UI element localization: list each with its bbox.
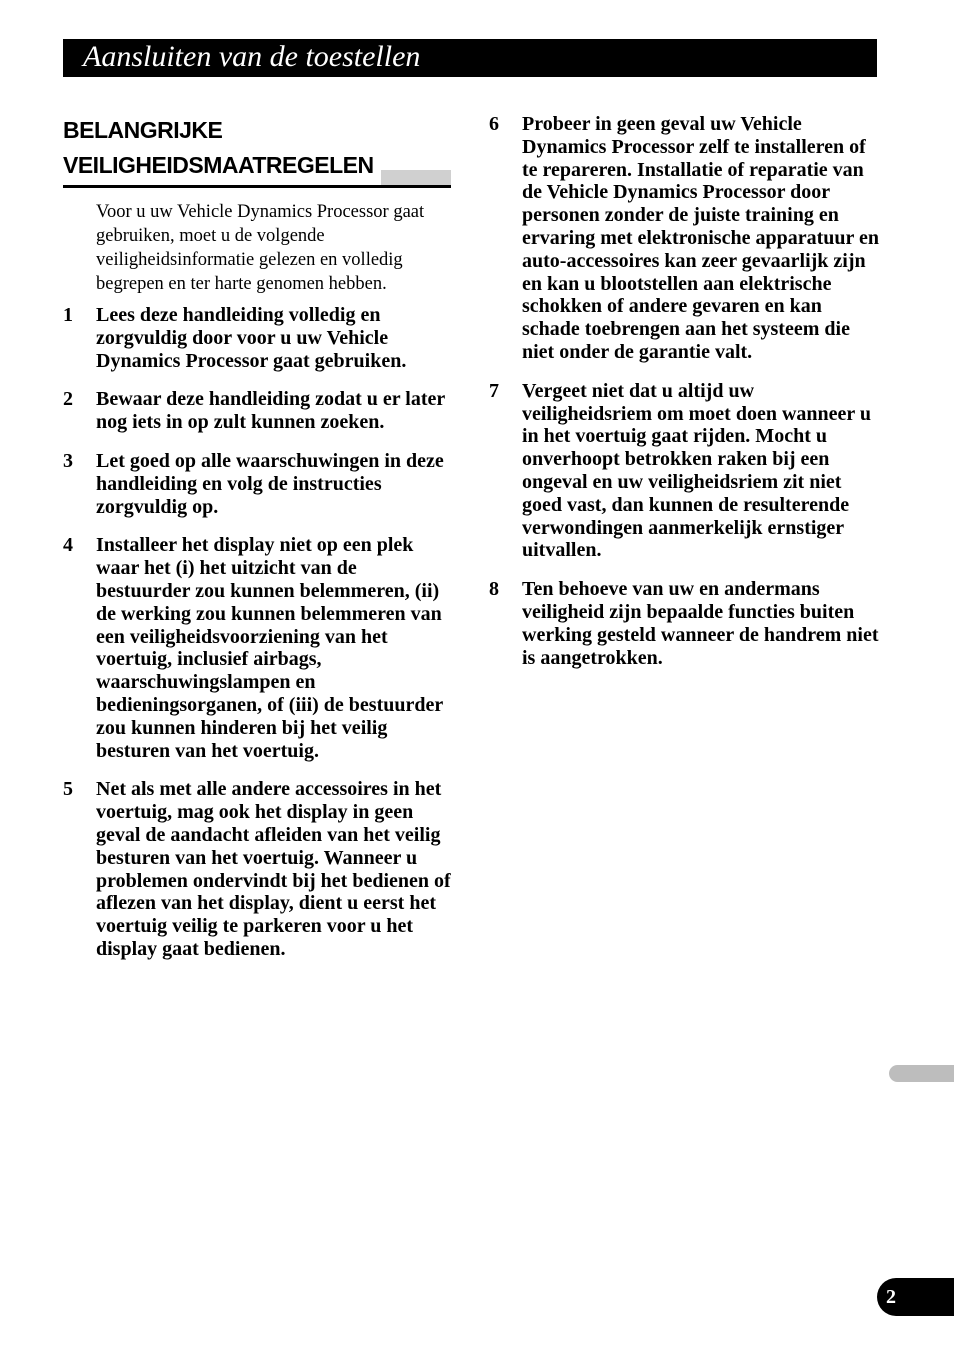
page-number-tab: [877, 1278, 954, 1316]
left-column: [63, 113, 455, 961]
section-heading: [63, 113, 451, 188]
intro-paragraph: Voor u uw Vehicle Dynamics Processor gaat gebruiken, moet u de volgende veiligheidsinformatie gelezen en volledig begrepen en ter harte genomen hebben.: [96, 202, 425, 294]
item-text: Let goed op alle waarschuwingen in deze handleiding en volg de instructies zorgvuldig op.: [96, 449, 444, 518]
list-item: [63, 450, 455, 518]
item-number: 6: [489, 113, 499, 135]
page-title: Aansluiten van de toestellen: [83, 40, 421, 73]
list-item: [63, 778, 455, 960]
item-text: Probeer in geen geval uw Vehicle Dynamics Processor zelf te installeren of te repareren. Installatie of reparatie van de Vehicle Dynamics Processor door personen zonder de juiste training en ervaring met elektronische apparatuur en auto-accessoires kan zeer gevaarlijk zijn en kan u blootstellen aan elektrische schokken of andere gevaren en kan schade toebrengen aan het systeem die niet onder de garantie valt.: [522, 113, 880, 363]
list-item: [63, 304, 455, 372]
item-number: 2: [63, 388, 73, 411]
item-number: 7: [489, 379, 499, 402]
item-number: 1: [63, 304, 73, 326]
item-number: 4: [63, 534, 73, 557]
right-column: [489, 113, 881, 669]
page-number: 2: [886, 1286, 896, 1308]
header-bar: [63, 39, 877, 77]
section-side-tab: [889, 1065, 954, 1082]
section-heading-line-2: VEILIGHEIDSMAATREGELEN: [63, 152, 374, 178]
list-item: [63, 534, 455, 762]
item-text: Ten behoeve van uw en andermans veiligheid zijn bepaalde functies buiten werking gesteld wanneer de handrem niet is aangetrokken.: [522, 578, 879, 669]
list-item: [489, 578, 881, 669]
heading-shade: [381, 170, 451, 185]
item-number: 5: [63, 778, 73, 801]
item-text: Bewaar deze handleiding zodat u er later nog iets in op zult kunnen zoeken.: [96, 388, 445, 434]
item-text: Lees deze handleiding volledig en zorgvuldig door voor u uw Vehicle Dynamics Processor gaat gebruiken.: [96, 304, 407, 372]
item-number: 8: [489, 578, 499, 601]
item-text: Vergeet niet dat u altijd uw veiligheidsriem om moet doen wanneer u in het voertuig gaat rijden. Mocht u onverhoopt betrokken raken bij een ongeval en uw veiligheidsriem zit niet goed vast, dan kunnen de resulterende verwondingen aanmerkelijk ernstiger uitvallen.: [522, 379, 872, 562]
list-item: [489, 113, 881, 364]
list-item: [63, 388, 455, 434]
item-number: 3: [63, 449, 73, 472]
section-heading-line-1: BELANGRIJKE: [63, 117, 223, 143]
list-item: [489, 380, 881, 562]
item-text: Installeer het display niet op een plek waar het (i) het uitzicht van de bestuurder zou kunnen belemmeren, (ii) de werking zou kunnen belemmeren van een veiligheidsvoorziening van het voertuig, inclusief airbags, waarschuwingslampen en bedieningsorganen, of (iii) de bestuurder zou kunnen hinderen bij het veilig besturen van het voertuig.: [96, 534, 443, 762]
item-text: Net als met alle andere accessoires in het voertuig, mag ook het display in geen geval de aandacht afleiden van het veilig besturen van het voertuig. Wanneer u problemen ondervindt bij het bedienen of aflezen van het display, dient u eerst het voertuig veilig te parkeren voor u het display gaat bedienen.: [96, 778, 451, 960]
